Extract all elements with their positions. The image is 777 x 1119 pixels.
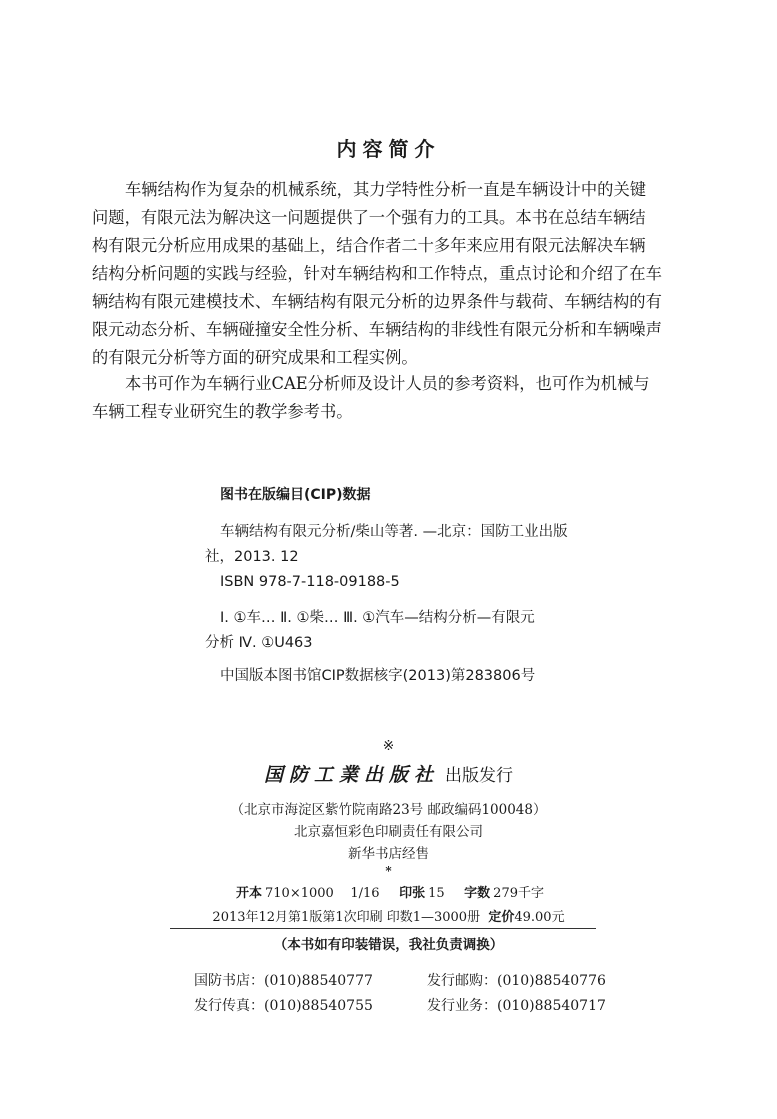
summary-line: 构有限元分析应用成果的基础上，结合作者二十多年来应用有限元法解决车辆 [92,236,646,255]
summary-line: 结构分析问题的实践与经验，针对车辆结构和工作特点，重点讨论和介绍了在车 [92,264,662,283]
misprint-notice: （本书如有印装错误，我社负责调换） [273,937,504,953]
sheets-label: 印张 [399,886,426,901]
words-value: 279千字 [493,886,544,901]
summary-line: 问题，有限元法为解决这一问题提供了一个强有力的工具。本书在总结车辆结 [92,208,646,227]
isbn: ISBN 978-7-118-09188-5 [220,574,400,590]
summary-line: 辆结构有限元建模技术、车辆结构有限元分析的边界条件与载荷、车辆结构的有 [92,292,662,311]
publisher-suffix: 出版发行 [445,766,513,786]
price-label: 定价 [488,910,515,925]
edition-text: 2013年12月第1版第1次印刷 印数1—3000册 [212,910,481,925]
price-value: 49.00元 [514,910,565,925]
cip-classification [205,606,605,656]
contact-mail-order: 发行邮购：(010)88540776 [427,973,606,989]
classification-line: Ⅰ. ①车… Ⅱ. ①柴… Ⅲ. ①汽车—结构分析—有限元 [220,610,535,626]
sheets-value: 15 [428,886,445,901]
format-label: 开本 [235,886,262,901]
cip-entry [205,520,605,595]
summary-paragraph [92,176,692,372]
format-value: 710×1000 [265,886,334,901]
cip-verification [205,664,605,689]
star-divider: * [385,864,392,878]
publisher-address: （北京市海淀区紫竹院南路23号 邮政编码100048） [230,802,547,818]
publisher-logo: 国防工業出版社 [263,764,439,786]
book-specs [0,882,777,901]
contact-business: 发行业务：(010)88540717 [427,998,606,1014]
cip-heading: 图书在版编目(CIP)数据 [220,487,371,503]
cip-verification-text: 中国版本图书馆CIP数据核字(2013)第283806号 [220,668,536,684]
cip-entry-line: 车辆结构有限元分析/柴山等著. —北京：国防工业出版 [220,524,568,540]
audience-line: 车辆工程专业研究生的教学参考书。 [92,402,353,421]
contact-bookstore: 国防书店：(010)88540777 [194,973,373,989]
summary-line: 限元动态分析、车辆碰撞安全性分析、车辆结构的非线性有限元分析和车辆噪声 [92,320,662,339]
words-label: 字数 [464,886,491,901]
printer-name: 北京嘉恒彩色印刷责任有限公司 [294,824,483,840]
audience-paragraph [92,370,692,426]
audience-line: 本书可作为车辆行业CAE分析师及设计人员的参考资料，也可作为机械与 [125,374,650,393]
classification-line: 分析 Ⅳ. ①U463 [205,635,313,651]
fold-value: 1/16 [350,886,380,901]
divider-rule [170,928,596,929]
asterisk-divider: ※ [382,738,395,754]
publisher-line [0,760,777,787]
edition-info [0,906,777,925]
summary-line: 的有限元分析等方面的研究成果和工程实例。 [92,348,418,367]
summary-line: 车辆结构作为复杂的机械系统，其力学特性分析一直是车辆设计中的关键 [125,180,647,199]
contact-fax: 发行传真：(010)88540755 [194,998,373,1014]
cip-entry-line: 社，2013. 12 [205,549,299,565]
page-title: 内容简介 [336,137,441,161]
distributor: 新华书店经售 [348,846,429,862]
